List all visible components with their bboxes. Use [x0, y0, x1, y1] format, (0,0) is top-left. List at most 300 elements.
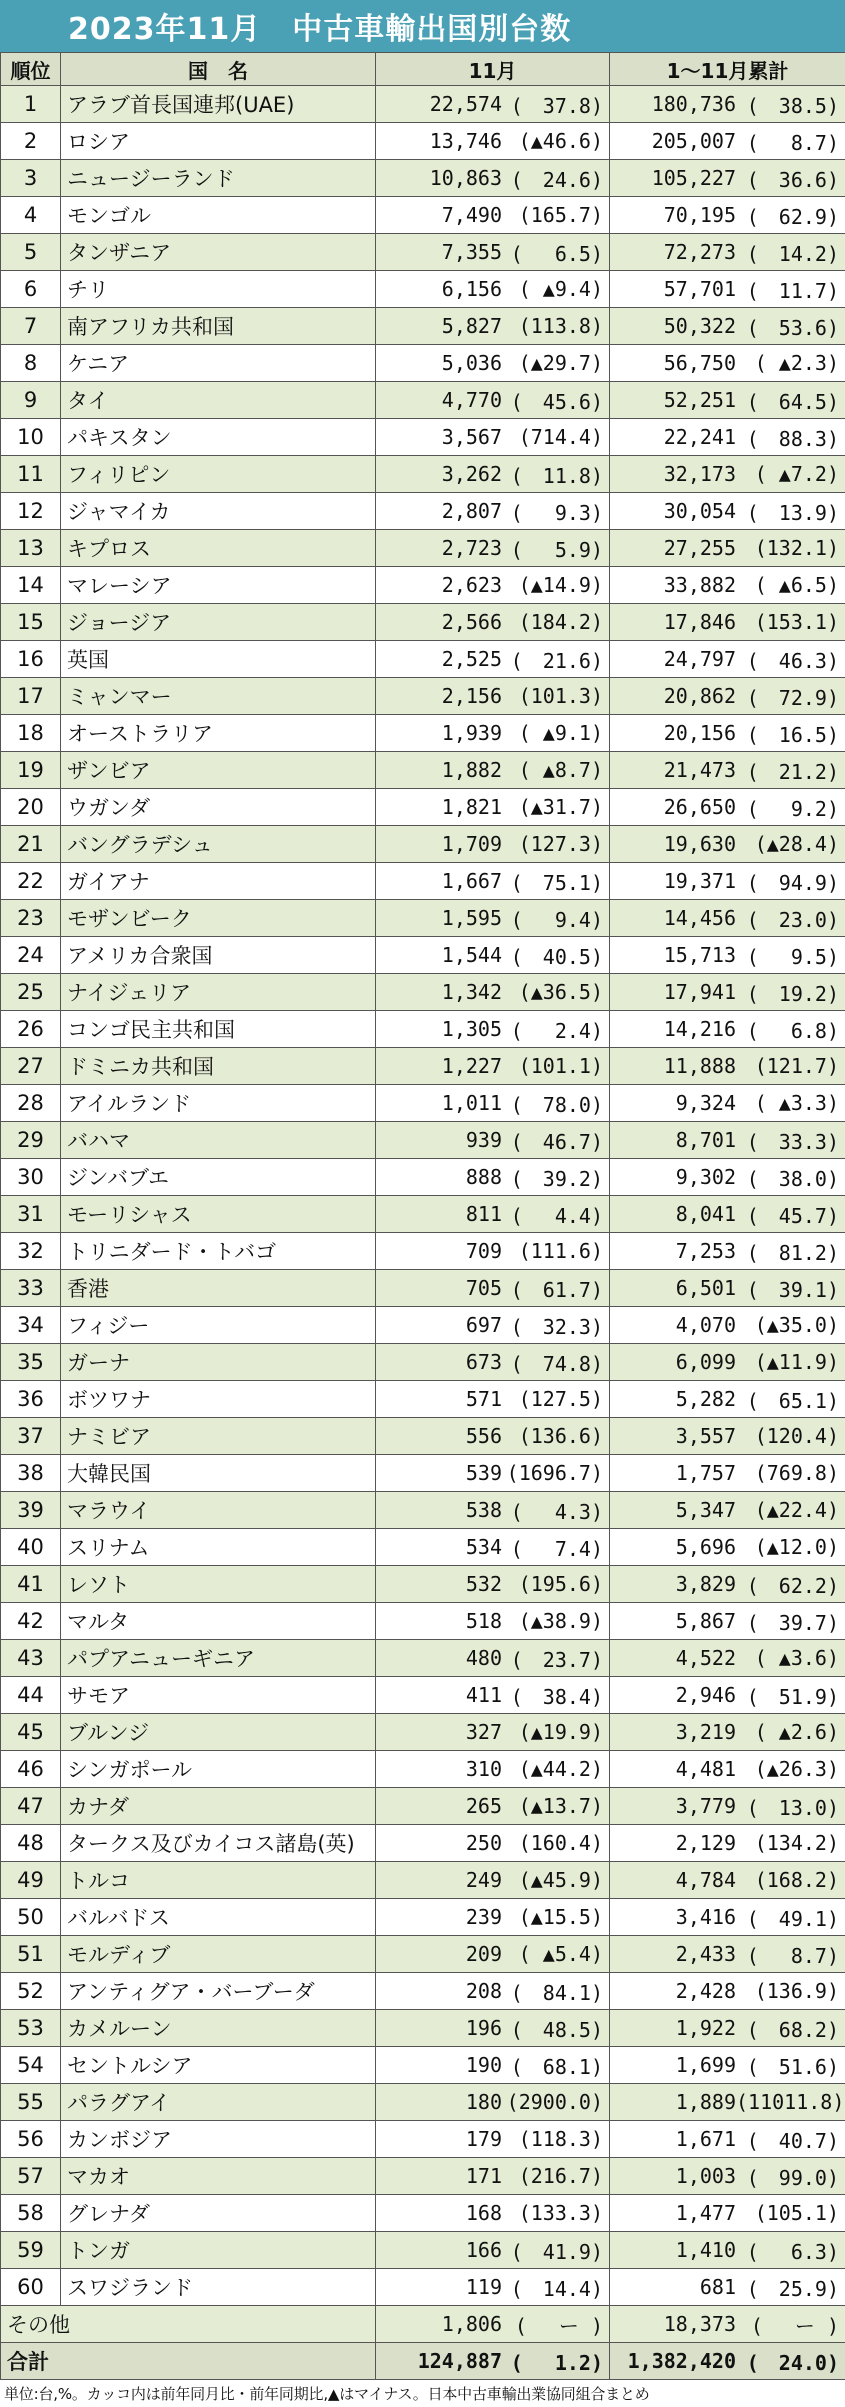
cumulative-value: 4,522 [610, 1646, 736, 1670]
november-value: 539 [376, 1461, 502, 1485]
table-row [1, 1344, 845, 1381]
cumulative-change: ( 94.9) [736, 867, 839, 896]
rank-cell: 22 [1, 863, 61, 900]
cumulative-change: ( 21.2) [736, 756, 839, 785]
november-cell [376, 1492, 610, 1529]
table-row [1, 1529, 845, 1566]
cumulative-value: 7,253 [610, 1239, 736, 1263]
country-name-cell: カナダ [61, 1788, 376, 1825]
november-cell [376, 1714, 610, 1751]
november-cell [376, 456, 610, 493]
november-cell [376, 1122, 610, 1159]
table-row [1, 382, 845, 419]
total-cumulative [610, 2343, 845, 2380]
cumulative-change: ( ▲2.3) [736, 351, 839, 375]
rank-cell: 48 [1, 1825, 61, 1862]
november-cell [376, 678, 610, 715]
november-value: 697 [376, 1313, 502, 1337]
rank-cell: 56 [1, 2121, 61, 2158]
cumulative-value: 5,867 [610, 1609, 736, 1633]
rank-cell: 53 [1, 2010, 61, 2047]
table-row [1, 1381, 845, 1418]
november-cell [376, 1788, 610, 1825]
cumulative-value: 6,099 [610, 1350, 736, 1374]
cumulative-value: 14,456 [610, 906, 736, 930]
cumulative-value: 2,433 [610, 1942, 736, 1966]
cumulative-value: 33,882 [610, 573, 736, 597]
country-name-cell: ナミビア [61, 1418, 376, 1455]
header-cumulative: 1～11月累計 [610, 53, 845, 86]
november-change: (▲19.9) [502, 1720, 603, 1744]
november-value: 119 [376, 2275, 502, 2299]
november-change: ( 61.7) [502, 1274, 603, 1303]
table-row [1, 197, 845, 234]
november-value: 1,011 [376, 1091, 502, 1115]
november-change: (▲46.6) [502, 129, 603, 153]
footnote: 単位:台,%。カッコ内は前年同月比・前年同期比,▲はマイナス。日本中古車輸出業協同組合まとめ [0, 2380, 845, 2407]
november-change: ( 46.7) [502, 1126, 603, 1155]
rank-cell: 11 [1, 456, 61, 493]
november-value: 709 [376, 1239, 502, 1263]
table-row [1, 1566, 845, 1603]
cumulative-value: 15,713 [610, 943, 736, 967]
table-row [1, 1788, 845, 1825]
november-change: ( 78.0) [502, 1089, 603, 1118]
cumulative-cell [610, 1677, 845, 1714]
table-row [1, 1307, 845, 1344]
country-name-cell: フィリピン [61, 456, 376, 493]
november-value: 571 [376, 1387, 502, 1411]
rank-cell: 52 [1, 1973, 61, 2010]
november-cell [376, 826, 610, 863]
cumulative-value: 5,696 [610, 1535, 736, 1559]
november-value: 1,227 [376, 1054, 502, 1078]
table-row [1, 1603, 845, 1640]
total-november [376, 2343, 610, 2380]
country-name-cell: ナイジェリア [61, 974, 376, 1011]
november-value: 1,667 [376, 869, 502, 893]
rank-cell: 50 [1, 1899, 61, 1936]
rank-cell: 49 [1, 1862, 61, 1899]
table-row [1, 1899, 845, 1936]
november-change: ( ▲5.4) [502, 1942, 603, 1966]
table-row [1, 1751, 845, 1788]
rank-cell: 39 [1, 1492, 61, 1529]
november-cell [376, 419, 610, 456]
november-value: 179 [376, 2127, 502, 2151]
cumulative-cell [610, 1307, 845, 1344]
rank-cell: 38 [1, 1455, 61, 1492]
november-cell [376, 1677, 610, 1714]
november-value: 1,882 [376, 758, 502, 782]
november-change: ( ▲9.4) [502, 277, 603, 301]
cumulative-value: 5,282 [610, 1387, 736, 1411]
rank-cell: 8 [1, 345, 61, 382]
november-change: (▲36.5) [502, 980, 603, 1004]
november-cell [376, 937, 610, 974]
cumulative-cell [610, 1085, 845, 1122]
header-november: 11月 [376, 53, 610, 86]
november-cell [376, 2158, 610, 2195]
november-value: 7,355 [376, 240, 502, 264]
table-row [1, 567, 845, 604]
cumulative-change: (105.1) [736, 2201, 839, 2225]
cumulative-change: ( 51.9) [736, 1681, 839, 1710]
cumulative-value: 56,750 [610, 351, 736, 375]
table-row [1, 1973, 845, 2010]
november-change: ( 41.9) [502, 2236, 603, 2265]
cumulative-cell [610, 419, 845, 456]
november-change: ( 2.4) [502, 1015, 603, 1044]
cumulative-value: 9,302 [610, 1165, 736, 1189]
november-change: (165.7) [502, 203, 603, 227]
november-change: (714.4) [502, 425, 603, 449]
november-cell [376, 382, 610, 419]
cumulative-change: (▲35.0) [736, 1313, 839, 1337]
table-row [1, 715, 845, 752]
cumulative-change: ( 8.7) [736, 1940, 839, 1969]
november-cell [376, 863, 610, 900]
cumulative-cell [610, 345, 845, 382]
november-change: ( 7.4) [502, 1533, 603, 1562]
november-change: ( 23.7) [502, 1644, 603, 1673]
country-name-cell: 香港 [61, 1270, 376, 1307]
country-name-cell: ジョージア [61, 604, 376, 641]
cumulative-cell [610, 197, 845, 234]
total-label: 合計 [1, 2343, 376, 2380]
country-name-cell: スワジランド [61, 2269, 376, 2306]
cumulative-cell [610, 678, 845, 715]
cumulative-value: 11,888 [610, 1054, 736, 1078]
table-row [1, 1714, 845, 1751]
november-value: 2,623 [376, 573, 502, 597]
november-cell [376, 530, 610, 567]
cumulative-cell [610, 1122, 845, 1159]
november-change: (▲13.7) [502, 1794, 603, 1818]
table-row [1, 2121, 845, 2158]
table-row [1, 456, 845, 493]
table-row [1, 752, 845, 789]
cumulative-cell [610, 1159, 845, 1196]
cumulative-cell [610, 1751, 845, 1788]
cumulative-cell [610, 789, 845, 826]
other-november-value: 1,806 [376, 2312, 502, 2336]
rank-cell: 54 [1, 2047, 61, 2084]
country-name-cell: ドミニカ共和国 [61, 1048, 376, 1085]
november-change: (184.2) [502, 610, 603, 634]
cumulative-cell [610, 1973, 845, 2010]
november-cell [376, 1011, 610, 1048]
cumulative-change: ( 14.2) [736, 238, 839, 267]
cumulative-cell [610, 863, 845, 900]
country-name-cell: ミャンマー [61, 678, 376, 715]
table-row [1, 826, 845, 863]
november-change: (▲38.9) [502, 1609, 603, 1633]
table-row [1, 1196, 845, 1233]
table-row [1, 2158, 845, 2195]
cumulative-change: ( 16.5) [736, 719, 839, 748]
november-value: 888 [376, 1165, 502, 1189]
cumulative-value: 3,416 [610, 1905, 736, 1929]
cumulative-value: 8,701 [610, 1128, 736, 1152]
november-cell [376, 2195, 610, 2232]
november-value: 6,156 [376, 277, 502, 301]
cumulative-change: ( 23.0) [736, 904, 839, 933]
cumulative-change: ( 53.6) [736, 312, 839, 341]
rank-cell: 32 [1, 1233, 61, 1270]
cumulative-change: ( ▲7.2) [736, 462, 839, 486]
november-cell [376, 1529, 610, 1566]
rank-cell: 47 [1, 1788, 61, 1825]
november-cell [376, 1270, 610, 1307]
table-row [1, 604, 845, 641]
cumulative-cell [610, 2047, 845, 2084]
country-name-cell: カンボジア [61, 2121, 376, 2158]
cumulative-cell [610, 530, 845, 567]
cumulative-change: ( 9.5) [736, 941, 839, 970]
november-change: ( 84.1) [502, 1977, 603, 2006]
november-value: 5,036 [376, 351, 502, 375]
november-change: ( ▲8.7) [502, 758, 603, 782]
country-name-cell: トルコ [61, 1862, 376, 1899]
november-change: ( 38.4) [502, 1681, 603, 1710]
cumulative-change: (132.1) [736, 536, 839, 560]
country-name-cell: コンゴ民主共和国 [61, 1011, 376, 1048]
rank-cell: 18 [1, 715, 61, 752]
table-row [1, 2269, 845, 2306]
country-name-cell: 南アフリカ共和国 [61, 308, 376, 345]
november-change: ( 4.4) [502, 1200, 603, 1229]
november-value: 5,827 [376, 314, 502, 338]
november-value: 411 [376, 1683, 502, 1707]
november-cell [376, 2269, 610, 2306]
cumulative-value: 5,347 [610, 1498, 736, 1522]
country-name-cell: モルディブ [61, 1936, 376, 1973]
table-row [1, 1936, 845, 1973]
rank-cell: 12 [1, 493, 61, 530]
cumulative-change: ( 25.9) [736, 2273, 839, 2302]
cumulative-value: 8,041 [610, 1202, 736, 1226]
cumulative-value: 180,736 [610, 92, 736, 116]
table-row [1, 789, 845, 826]
rank-cell: 58 [1, 2195, 61, 2232]
cumulative-value: 17,941 [610, 980, 736, 1004]
cumulative-change: ( 33.3) [736, 1126, 839, 1155]
november-value: 196 [376, 2016, 502, 2040]
cumulative-change: ( 38.5) [736, 90, 839, 119]
cumulative-change: ( 6.8) [736, 1015, 839, 1044]
november-value: 250 [376, 1831, 502, 1855]
country-name-cell: ザンビア [61, 752, 376, 789]
cumulative-change: ( 46.3) [736, 645, 839, 674]
november-cell [376, 1048, 610, 1085]
cumulative-cell [610, 2010, 845, 2047]
rank-cell: 13 [1, 530, 61, 567]
november-change: ( 14.4) [502, 2273, 603, 2302]
country-name-cell: マラウイ [61, 1492, 376, 1529]
cumulative-value: 32,173 [610, 462, 736, 486]
november-value: 2,525 [376, 647, 502, 671]
cumulative-change: ( 72.9) [736, 682, 839, 711]
november-cell [376, 789, 610, 826]
cumulative-value: 681 [610, 2275, 736, 2299]
rank-cell: 37 [1, 1418, 61, 1455]
november-change: ( 45.6) [502, 386, 603, 415]
cumulative-change: ( 6.3) [736, 2236, 839, 2265]
total-november-value: 124,887 [376, 2349, 502, 2373]
november-change: ( 39.2) [502, 1163, 603, 1192]
november-value: 2,156 [376, 684, 502, 708]
november-value: 13,746 [376, 129, 502, 153]
country-name-cell: モンゴル [61, 197, 376, 234]
country-name-cell: オーストラリア [61, 715, 376, 752]
table-row [1, 345, 845, 382]
cumulative-cell [610, 604, 845, 641]
november-value: 209 [376, 1942, 502, 1966]
rank-cell: 23 [1, 900, 61, 937]
table-row [1, 1418, 845, 1455]
country-name-cell: カメルーン [61, 2010, 376, 2047]
november-change: ( 5.9) [502, 534, 603, 563]
november-value: 538 [376, 1498, 502, 1522]
november-cell [376, 234, 610, 271]
country-name-cell: トリニダード・トバゴ [61, 1233, 376, 1270]
rank-cell: 51 [1, 1936, 61, 1973]
cumulative-cell [610, 826, 845, 863]
november-cell [376, 1381, 610, 1418]
november-cell [376, 752, 610, 789]
country-name-cell: タークス及びカイコス諸島(英) [61, 1825, 376, 1862]
cumulative-change: (▲11.9) [736, 1350, 839, 1374]
november-cell [376, 2084, 610, 2121]
table-row [1, 160, 845, 197]
november-change: ( 6.5) [502, 238, 603, 267]
table-row [1, 2195, 845, 2232]
cumulative-value: 205,007 [610, 129, 736, 153]
november-value: 1,595 [376, 906, 502, 930]
november-change: (101.3) [502, 684, 603, 708]
november-cell [376, 345, 610, 382]
november-cell [376, 2047, 610, 2084]
cumulative-cell [610, 1566, 845, 1603]
rank-cell: 59 [1, 2232, 61, 2269]
november-change: ( 9.4) [502, 904, 603, 933]
table-row [1, 530, 845, 567]
cumulative-cell [610, 1011, 845, 1048]
cumulative-change: (134.2) [736, 1831, 839, 1855]
november-value: 171 [376, 2164, 502, 2188]
cumulative-value: 20,156 [610, 721, 736, 745]
rank-cell: 28 [1, 1085, 61, 1122]
rank-cell: 41 [1, 1566, 61, 1603]
cumulative-cell [610, 1048, 845, 1085]
november-change: ( 4.3) [502, 1496, 603, 1525]
cumulative-value: 17,846 [610, 610, 736, 634]
rank-cell: 1 [1, 86, 61, 123]
cumulative-cell [610, 567, 845, 604]
total-november-change: ( 1.2) [502, 2347, 603, 2376]
cumulative-cell [610, 1455, 845, 1492]
table-row [1, 1085, 845, 1122]
november-change: (2900.0) [502, 2090, 603, 2114]
cumulative-change: ( 65.1) [736, 1385, 839, 1414]
november-value: 310 [376, 1757, 502, 1781]
november-value: 518 [376, 1609, 502, 1633]
cumulative-cell [610, 1603, 845, 1640]
november-cell [376, 1307, 610, 1344]
cumulative-change: (▲12.0) [736, 1535, 839, 1559]
november-value: 705 [376, 1276, 502, 1300]
rank-cell: 14 [1, 567, 61, 604]
country-name-cell: アンティグア・バーブーダ [61, 1973, 376, 2010]
cumulative-cell [610, 2084, 845, 2121]
november-value: 556 [376, 1424, 502, 1448]
table-row [1, 2010, 845, 2047]
cumulative-change: (136.9) [736, 1979, 839, 2003]
cumulative-cell [610, 456, 845, 493]
november-value: 673 [376, 1350, 502, 1374]
rank-cell: 3 [1, 160, 61, 197]
cumulative-change: ( 51.6) [736, 2051, 839, 2080]
country-name-cell: レソト [61, 1566, 376, 1603]
rank-cell: 31 [1, 1196, 61, 1233]
cumulative-cell [610, 2232, 845, 2269]
country-name-cell: セントルシア [61, 2047, 376, 2084]
cumulative-cell [610, 2195, 845, 2232]
november-cell [376, 308, 610, 345]
rank-cell: 17 [1, 678, 61, 715]
november-value: 3,262 [376, 462, 502, 486]
november-value: 2,807 [376, 499, 502, 523]
november-cell [376, 1159, 610, 1196]
cumulative-value: 1,922 [610, 2016, 736, 2040]
table-row [1, 1233, 845, 1270]
other-cumulative [610, 2306, 845, 2343]
november-change: (160.4) [502, 1831, 603, 1855]
cumulative-cell [610, 937, 845, 974]
table-row [1, 271, 845, 308]
november-cell [376, 2010, 610, 2047]
cumulative-cell [610, 271, 845, 308]
cumulative-cell [610, 123, 845, 160]
rank-cell: 46 [1, 1751, 61, 1788]
november-value: 1,544 [376, 943, 502, 967]
table-row [1, 678, 845, 715]
country-name-cell: トンガ [61, 2232, 376, 2269]
rank-cell: 29 [1, 1122, 61, 1159]
november-change: (▲15.5) [502, 1905, 603, 1929]
country-name-cell: チリ [61, 271, 376, 308]
cumulative-cell [610, 715, 845, 752]
cumulative-cell [610, 641, 845, 678]
november-change: ( 75.1) [502, 867, 603, 896]
cumulative-value: 19,630 [610, 832, 736, 856]
cumulative-change: ( 88.3) [736, 423, 839, 452]
rank-cell: 24 [1, 937, 61, 974]
country-name-cell: スリナム [61, 1529, 376, 1566]
november-cell [376, 974, 610, 1011]
table-body [1, 86, 845, 2306]
cumulative-value: 1,003 [610, 2164, 736, 2188]
november-cell [376, 1936, 610, 1973]
other-cumulative-value: 18,373 [610, 2312, 736, 2336]
cumulative-cell [610, 308, 845, 345]
november-cell [376, 604, 610, 641]
november-change: (127.3) [502, 832, 603, 856]
cumulative-value: 6,501 [610, 1276, 736, 1300]
table-row [1, 1677, 845, 1714]
cumulative-cell [610, 2158, 845, 2195]
